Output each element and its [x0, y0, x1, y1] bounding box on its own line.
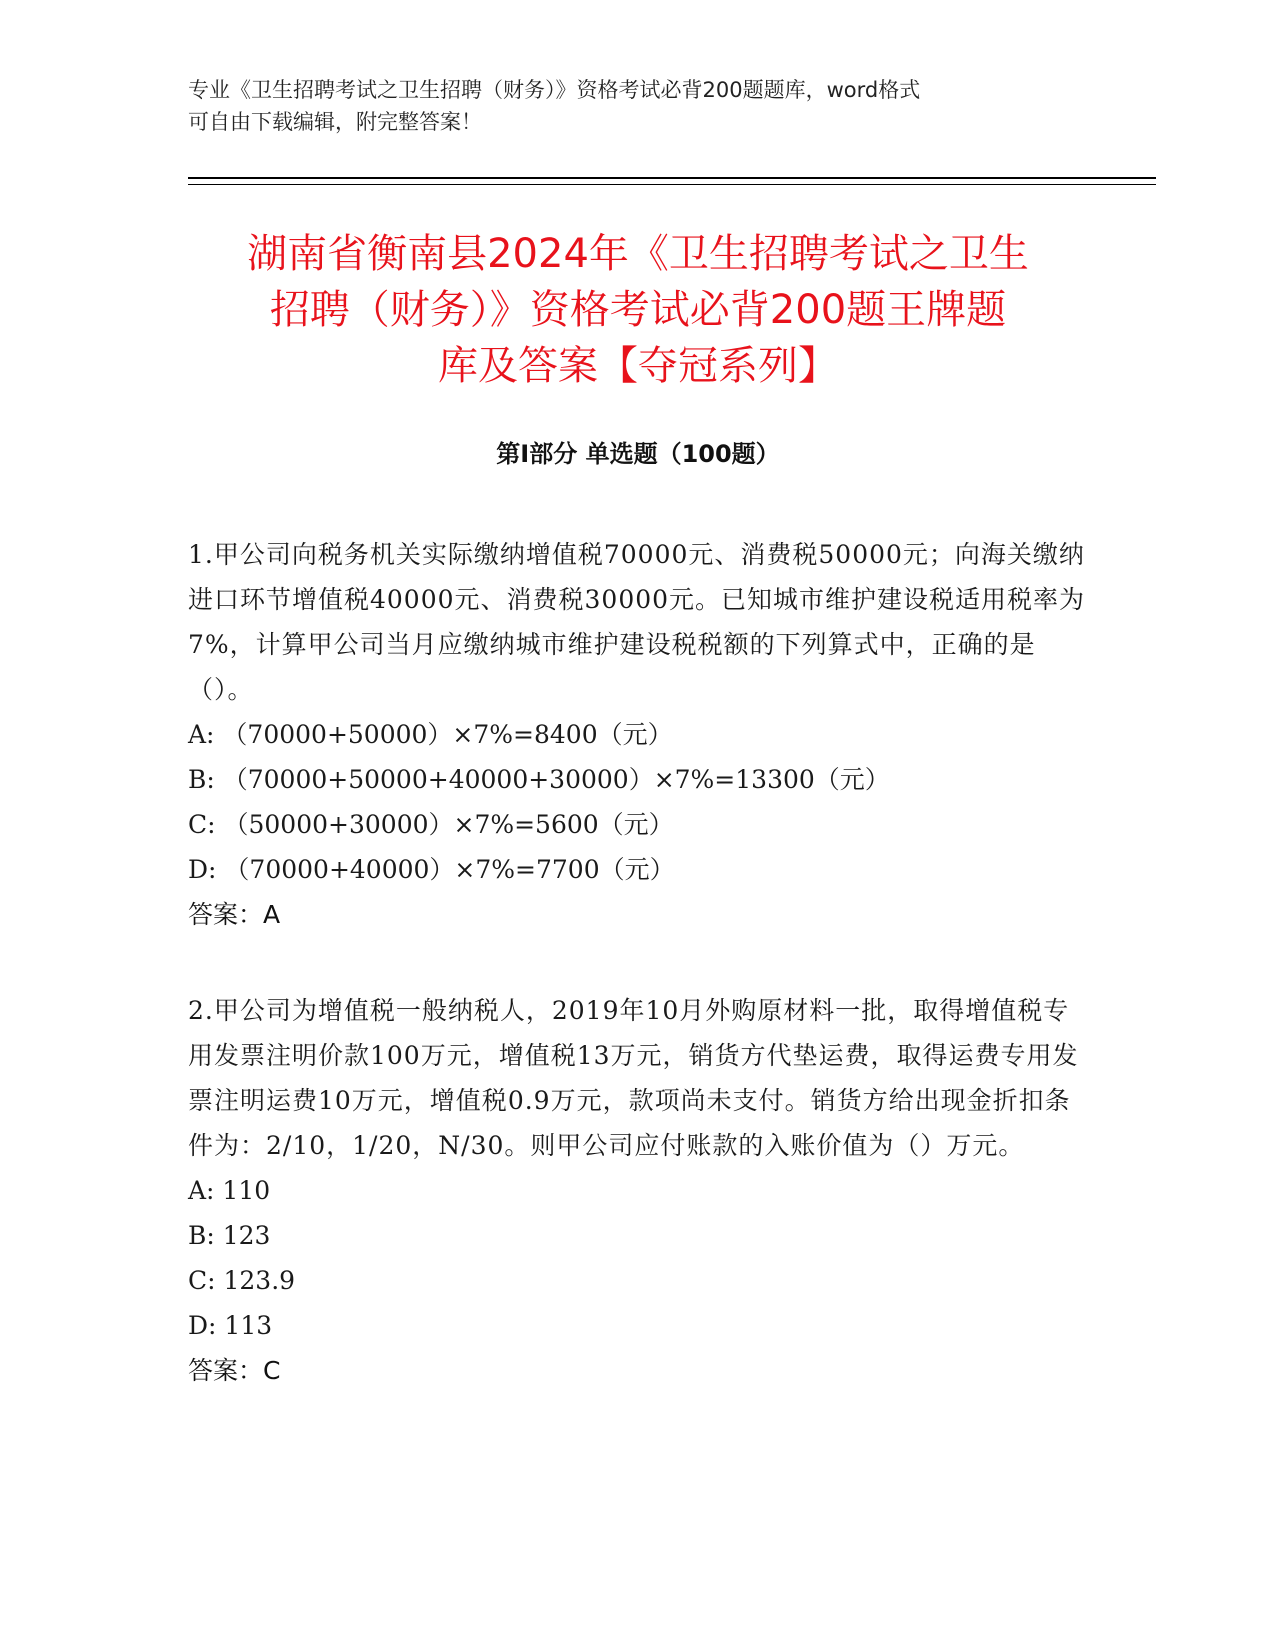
header-note: [188, 74, 1088, 138]
header-rule-thin: [188, 184, 1156, 185]
document-title: [188, 226, 1088, 394]
document-title-line-1: 湖南省衡南县2024年《卫生招聘考试之卫生: [247, 231, 1029, 277]
option-b: B: （70000+50000+40000+30000）×7%=13300（元）: [188, 765, 890, 794]
header-rule-thick: [188, 177, 1156, 179]
question-2: [188, 988, 1088, 1393]
option-d: D: （70000+40000）×7%=7700（元）: [188, 855, 675, 884]
answer: 答案：C: [188, 1356, 281, 1385]
option-b: B: 123: [188, 1221, 271, 1250]
header-note-line-2: 可自由下载编辑，附完整答案！: [188, 110, 482, 134]
document-title-line-2: 招聘（财务）》资格考试必背200题王牌题: [269, 287, 1007, 333]
option-a: A: （70000+50000）×7%=8400（元）: [188, 720, 673, 749]
option-c: C: （50000+30000）×7%=5600（元）: [188, 810, 674, 839]
question-stem: 2.甲公司为增值税一般纳税人，2019年10月外购原材料一批，取得增值税专用发票注明价款100万元，增值税13万元，销货方代垫运费，取得运费专用发票注明运费10万元，增值税0.9万元，款项尚未支付。销货方给出现金折扣条件为：2/10，1/20，N/30。则甲公司应付账款的入账价值为（）万元。: [188, 996, 1079, 1160]
header-note-line-1: 专业《卫生招聘考试之卫生招聘（财务）》资格考试必背200题题库，word格式: [188, 78, 921, 102]
answer: 答案：A: [188, 900, 281, 929]
question-1: [188, 532, 1088, 937]
question-stem: 1.甲公司向税务机关实际缴纳增值税70000元、消费税50000元；向海关缴纳进口环节增值税40000元、消费税30000元。已知城市维护建设税适用税率为7%，计算甲公司当月应缴纳城市维护建设税税额的下列算式中，正确的是（）。: [188, 540, 1086, 704]
option-d: D: 113: [188, 1311, 273, 1340]
option-c: C: 123.9: [188, 1266, 296, 1295]
document-title-line-3: 库及答案【夺冠系列】: [438, 343, 838, 389]
section-title: 第Ⅰ部分 单选题（100题）: [496, 440, 780, 468]
option-a: A: 110: [188, 1176, 271, 1205]
